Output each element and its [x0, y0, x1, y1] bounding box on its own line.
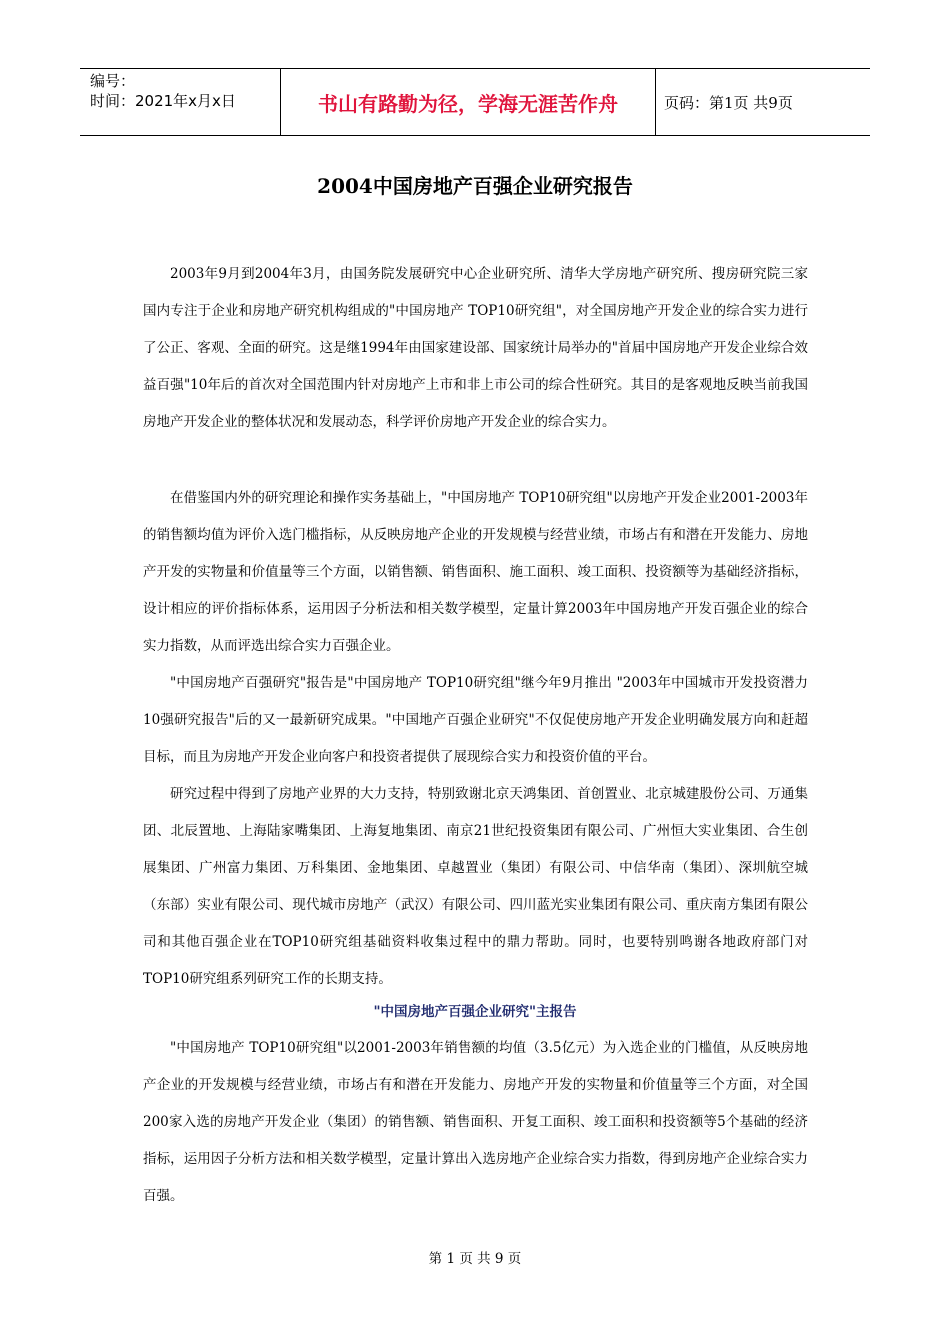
header-meta	[80, 69, 280, 135]
paragraph: 2003年9月到2004年3月，由国务院发展研究中心企业研究所、清华大学房地产研究所、搜房研究院三家国内专注于企业和房地产研究机构组成的"中国房地产 TOP10研究组"，对全国房地产开发企业的综合实力进行了公正、客观、全面的研究。这是继1994年由国家建设部、国家统计局举办的"首届中国房地产开发企业综合效益百强"10年后的首次对全国范围内针对房地产上市和非上市公司的综合性研究。其目的是客观地反映当前我国房地产开发企业的整体状况和发展动态，科学评价房地产开发企业的综合实力。	[143, 266, 808, 430]
header-page-info: 页码：第1页 共9页	[664, 93, 793, 112]
header-motto: 书山有路勤为径，学海无涯苦作舟	[280, 69, 656, 135]
paragraph: 在借鉴国内外的研究理论和操作实务基础上，"中国房地产 TOP10研究组"以房地产开发企业2001-2003年的销售额均值为评价入选门槛指标，从反映房地产企业的开发规模与经营业绩，市场占有和潜在开发能力、房地产开发的实物量和价值量等三个方面，以销售额、销售面积、施工面积、竣工面积、投资额等为基础经济指标，设计相应的评价指标体系，运用因子分析法和相关数学模型，定量计算2003年中国房地产开发百强企业的综合实力指数，从而评选出综合实力百强企业。	[143, 490, 808, 654]
paragraph: "中国房地产百强研究"报告是"中国房地产 TOP10研究组"继今年9月推出 "2003年中国城市开发投资潜力10强研究报告"后的又一最新研究成果。"中国地产百强企业研究"不仅促使房地产开发企业明确发展方向和赶超目标，而且为房地产开发企业向客户和投资者提供了展现综合实力和投资价值的平台。	[143, 675, 808, 765]
time-label: 时间：2021年x月x日	[90, 92, 236, 110]
document-title: 2004中国房地产百强企业研究报告	[317, 174, 633, 198]
number-label: 编号：	[90, 72, 136, 90]
paragraph-methodology	[143, 480, 808, 665]
paragraph: 研究过程中得到了房地产业界的大力支持，特别致谢北京天鸿集团、首创置业、北京城建股份公司、万通集团、北辰置地、上海陆家嘴集团、上海复地集团、南京21世纪投资集团有限公司、广州恒大实业集团、合生创展集团、广州富力集团、万科集团、金地集团、卓越置业（集团）有限公司、中信华南（集团）、深圳航空城（东部）实业有限公司、现代城市房地产（武汉）有限公司、四川蓝光实业集团有限公司、重庆南方集团有限公司和其他百强企业在TOP10研究组基础资料收集过程中的鼎力帮助。同时，也要特别鸣谢各地政府部门对TOP10研究组系列研究工作的长期支持。	[143, 786, 808, 987]
paragraph-acknowledgements	[143, 776, 808, 998]
section-subheading: "中国房地产百强企业研究"主报告	[373, 1004, 577, 1020]
document-header	[80, 68, 870, 136]
paragraph-report-purpose	[143, 665, 808, 776]
page-footer: 第 1 页 共 9 页	[428, 1251, 522, 1267]
paragraph-intro	[143, 256, 808, 441]
paragraph-main-report	[143, 1030, 808, 1215]
paragraph: "中国房地产 TOP10研究组"以2001-2003年销售额的均值（3.5亿元）为入选企业的门槛值，从反映房地产企业的开发规模与经营业绩，市场占有和潜在开发能力、房地产开发的实物量和价值量等三个方面，对全国200家入选的房地产开发企业（集团）的销售额、销售面积、开复工面积、竣工面积和投资额等5个基础的经济指标，运用因子分析方法和相关数学模型，定量计算出入选房地产企业综合实力指数，得到房地产企业综合实力百强。	[143, 1040, 808, 1204]
